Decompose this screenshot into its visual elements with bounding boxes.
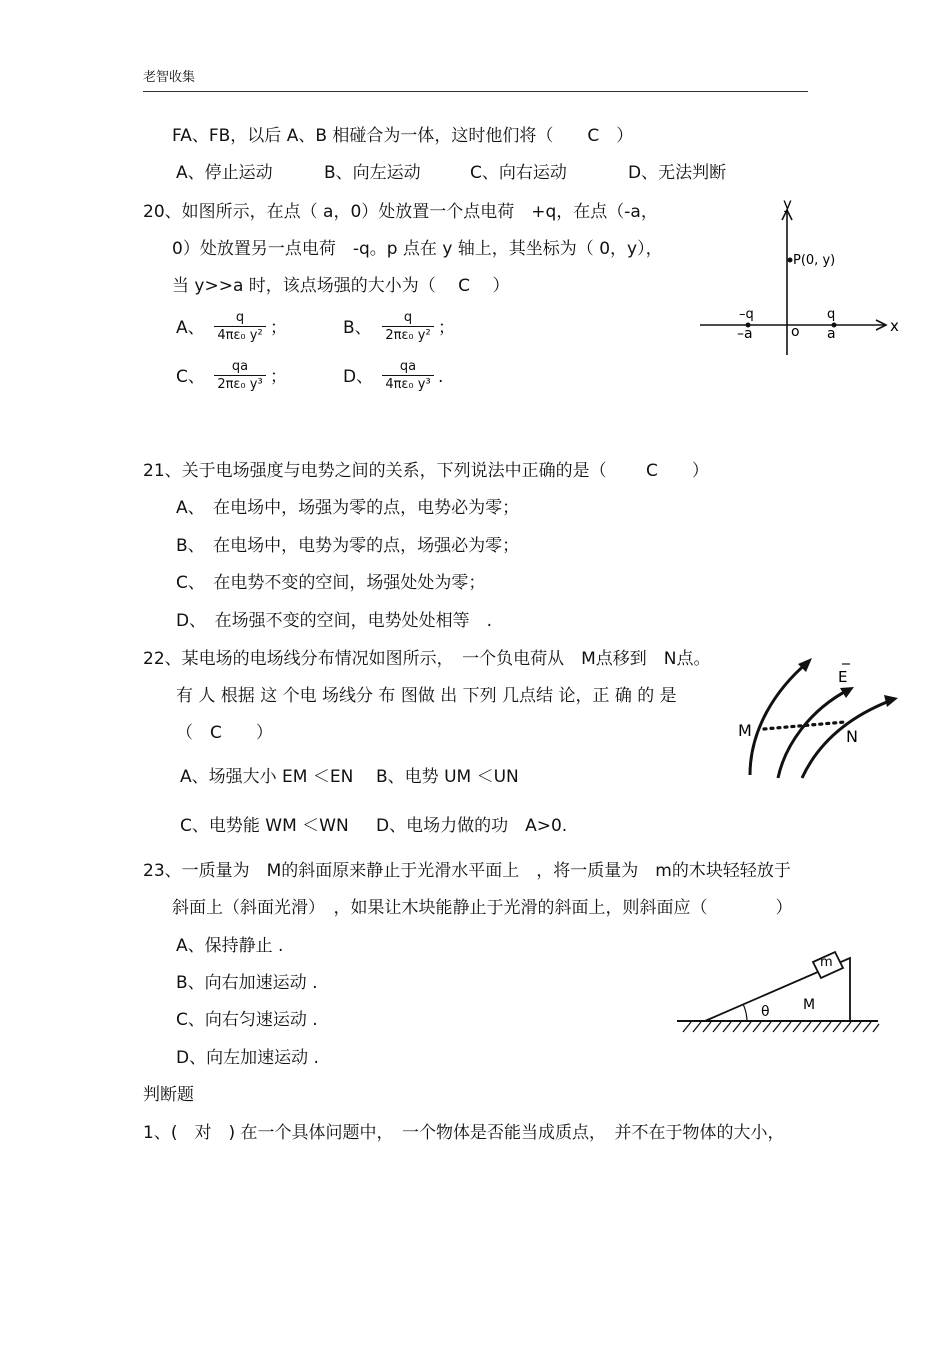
q20-option-a-end: ；: [270, 318, 287, 338]
fraction-numerator: qa: [382, 360, 434, 376]
q20-option-c-end: ；: [270, 367, 287, 387]
q23-figure: [675, 938, 885, 1038]
q20-stem-line1: 20、如图所示，在点（ a，0）处放置一个点电荷 +q，在点（-a，: [143, 202, 658, 222]
q20-option-d-fraction: [382, 360, 434, 392]
x-axis-label: x: [890, 317, 899, 335]
y-axis-label: y: [783, 195, 792, 213]
q22-option-a: A、场强大小 EM ＜EN: [180, 767, 354, 787]
q21-stem: 21、关于电场强度与电势之间的关系，下列说法中正确的是（ C ）: [143, 461, 709, 481]
q23-stem-line2: 斜面上（斜面光滑） ，如果让木块能静止于光滑的斜面上，则斜面应（ ）: [172, 898, 793, 918]
q23-option-a: A、保持静止 .: [176, 936, 284, 956]
judge-section-title: 判断题: [143, 1085, 194, 1105]
q20-option-a-fraction: [214, 311, 266, 343]
origin-label: o: [791, 324, 800, 340]
field-line-3-arrow: [884, 695, 898, 707]
ground-hatching: [683, 1022, 879, 1032]
q22-figure: [730, 650, 920, 780]
q23-stem-line1: 23、一质量为 M的斜面原来静止于光滑水平面上 ，将一质量为 m的木块轻轻放于: [143, 861, 791, 881]
field-label-e: E: [838, 668, 848, 686]
q22-option-c: C、电势能 WM ＜WN: [180, 816, 349, 836]
point-p-label: P(0, y): [793, 253, 836, 268]
point-m-label: M: [738, 721, 752, 740]
q19-option-d: D、无法判断: [628, 163, 727, 183]
q19-option-c: C、向右运动: [470, 163, 567, 183]
q20-stem-line2: 0）处放置另一点电荷 -q。p 点在 y 轴上，其坐标为（ 0，y），: [172, 239, 663, 259]
fraction-numerator: q: [382, 311, 434, 327]
q20-option-a-letter: A、: [176, 318, 205, 338]
q20-option-d-end: .: [438, 367, 444, 387]
angle-arc: [743, 1004, 747, 1021]
q20-option-b-letter: B、: [343, 318, 372, 338]
q21-option-a: A、 在电场中，场强为零的点，电势必为零；: [176, 498, 520, 518]
negative-charge-label: –q: [739, 307, 754, 322]
field-line-2: [778, 690, 848, 778]
q22-option-b: B、电势 UM ＜UN: [376, 767, 519, 787]
q20-option-b-end: ；: [438, 318, 455, 338]
page-header: 老智收集: [143, 70, 196, 85]
judge-item-1: 1、( 对 ) 在一个具体问题中， 一个物体是否能当成质点， 并不在于物体的大小，: [143, 1123, 785, 1143]
point-n-label: N: [846, 727, 858, 746]
q20-stem-line3: 当 y>>a 时，该点场强的大小为（ C ）: [172, 276, 510, 296]
q23-option-c: C、向右匀速运动 .: [176, 1010, 318, 1030]
negative-a-label: –a: [737, 326, 753, 342]
positive-charge-label: q: [827, 307, 836, 322]
q22-stem-line1: 22、某电场的电场线分布情况如图所示， 一个负电荷从 M点移到 N点。: [143, 649, 711, 669]
fraction-numerator: qa: [214, 360, 266, 376]
q21-option-d: D、 在场强不变的空间，电势处处相等 .: [176, 611, 492, 631]
q21-option-b: B、 在电场中，电势为零的点，场强必为零；: [176, 536, 520, 556]
q20-option-c-fraction: [214, 360, 266, 392]
angle-label-theta: θ: [761, 1004, 770, 1020]
block-label-m: m: [820, 955, 833, 970]
fraction-denominator: 2πε₀ y³: [217, 377, 263, 392]
q19-option-a: A、停止运动: [176, 163, 273, 183]
q22-stem-line3: （ C ）: [176, 723, 273, 743]
point-p: [788, 258, 793, 263]
fraction-numerator: q: [214, 311, 266, 327]
q19-option-b: B、向左运动: [324, 163, 421, 183]
q20-option-d-letter: D、: [343, 367, 374, 387]
q20-figure: [690, 190, 910, 360]
positive-a-label: a: [827, 326, 836, 342]
fraction-denominator: 4πε₀ y³: [385, 377, 431, 392]
q20-option-b-fraction: [382, 311, 434, 343]
field-line-1: [750, 662, 808, 775]
fraction-denominator: 2πε₀ y²: [385, 328, 431, 343]
q21-option-c: C、 在电势不变的空间，场强处处为零；: [176, 573, 486, 593]
q19-stem: FA、FB，以后 A、B 相碰合为一体，这时他们将（ C ）: [172, 126, 634, 146]
header-rule: [143, 91, 808, 92]
q22-option-d: D、电场力做的功 A>0.: [376, 816, 568, 836]
q23-option-d: D、向左加速运动 .: [176, 1048, 319, 1068]
q22-stem-line2: 有 人 根据 这 个电 场线分 布 图做 出 下列 几点结 论，正 确 的 是: [176, 686, 677, 706]
fraction-denominator: 4πε₀ y²: [217, 328, 263, 343]
wedge-label-m: M: [803, 997, 816, 1013]
q20-option-c-letter: C、: [176, 367, 205, 387]
q23-option-b: B、向右加速运动 .: [176, 973, 318, 993]
